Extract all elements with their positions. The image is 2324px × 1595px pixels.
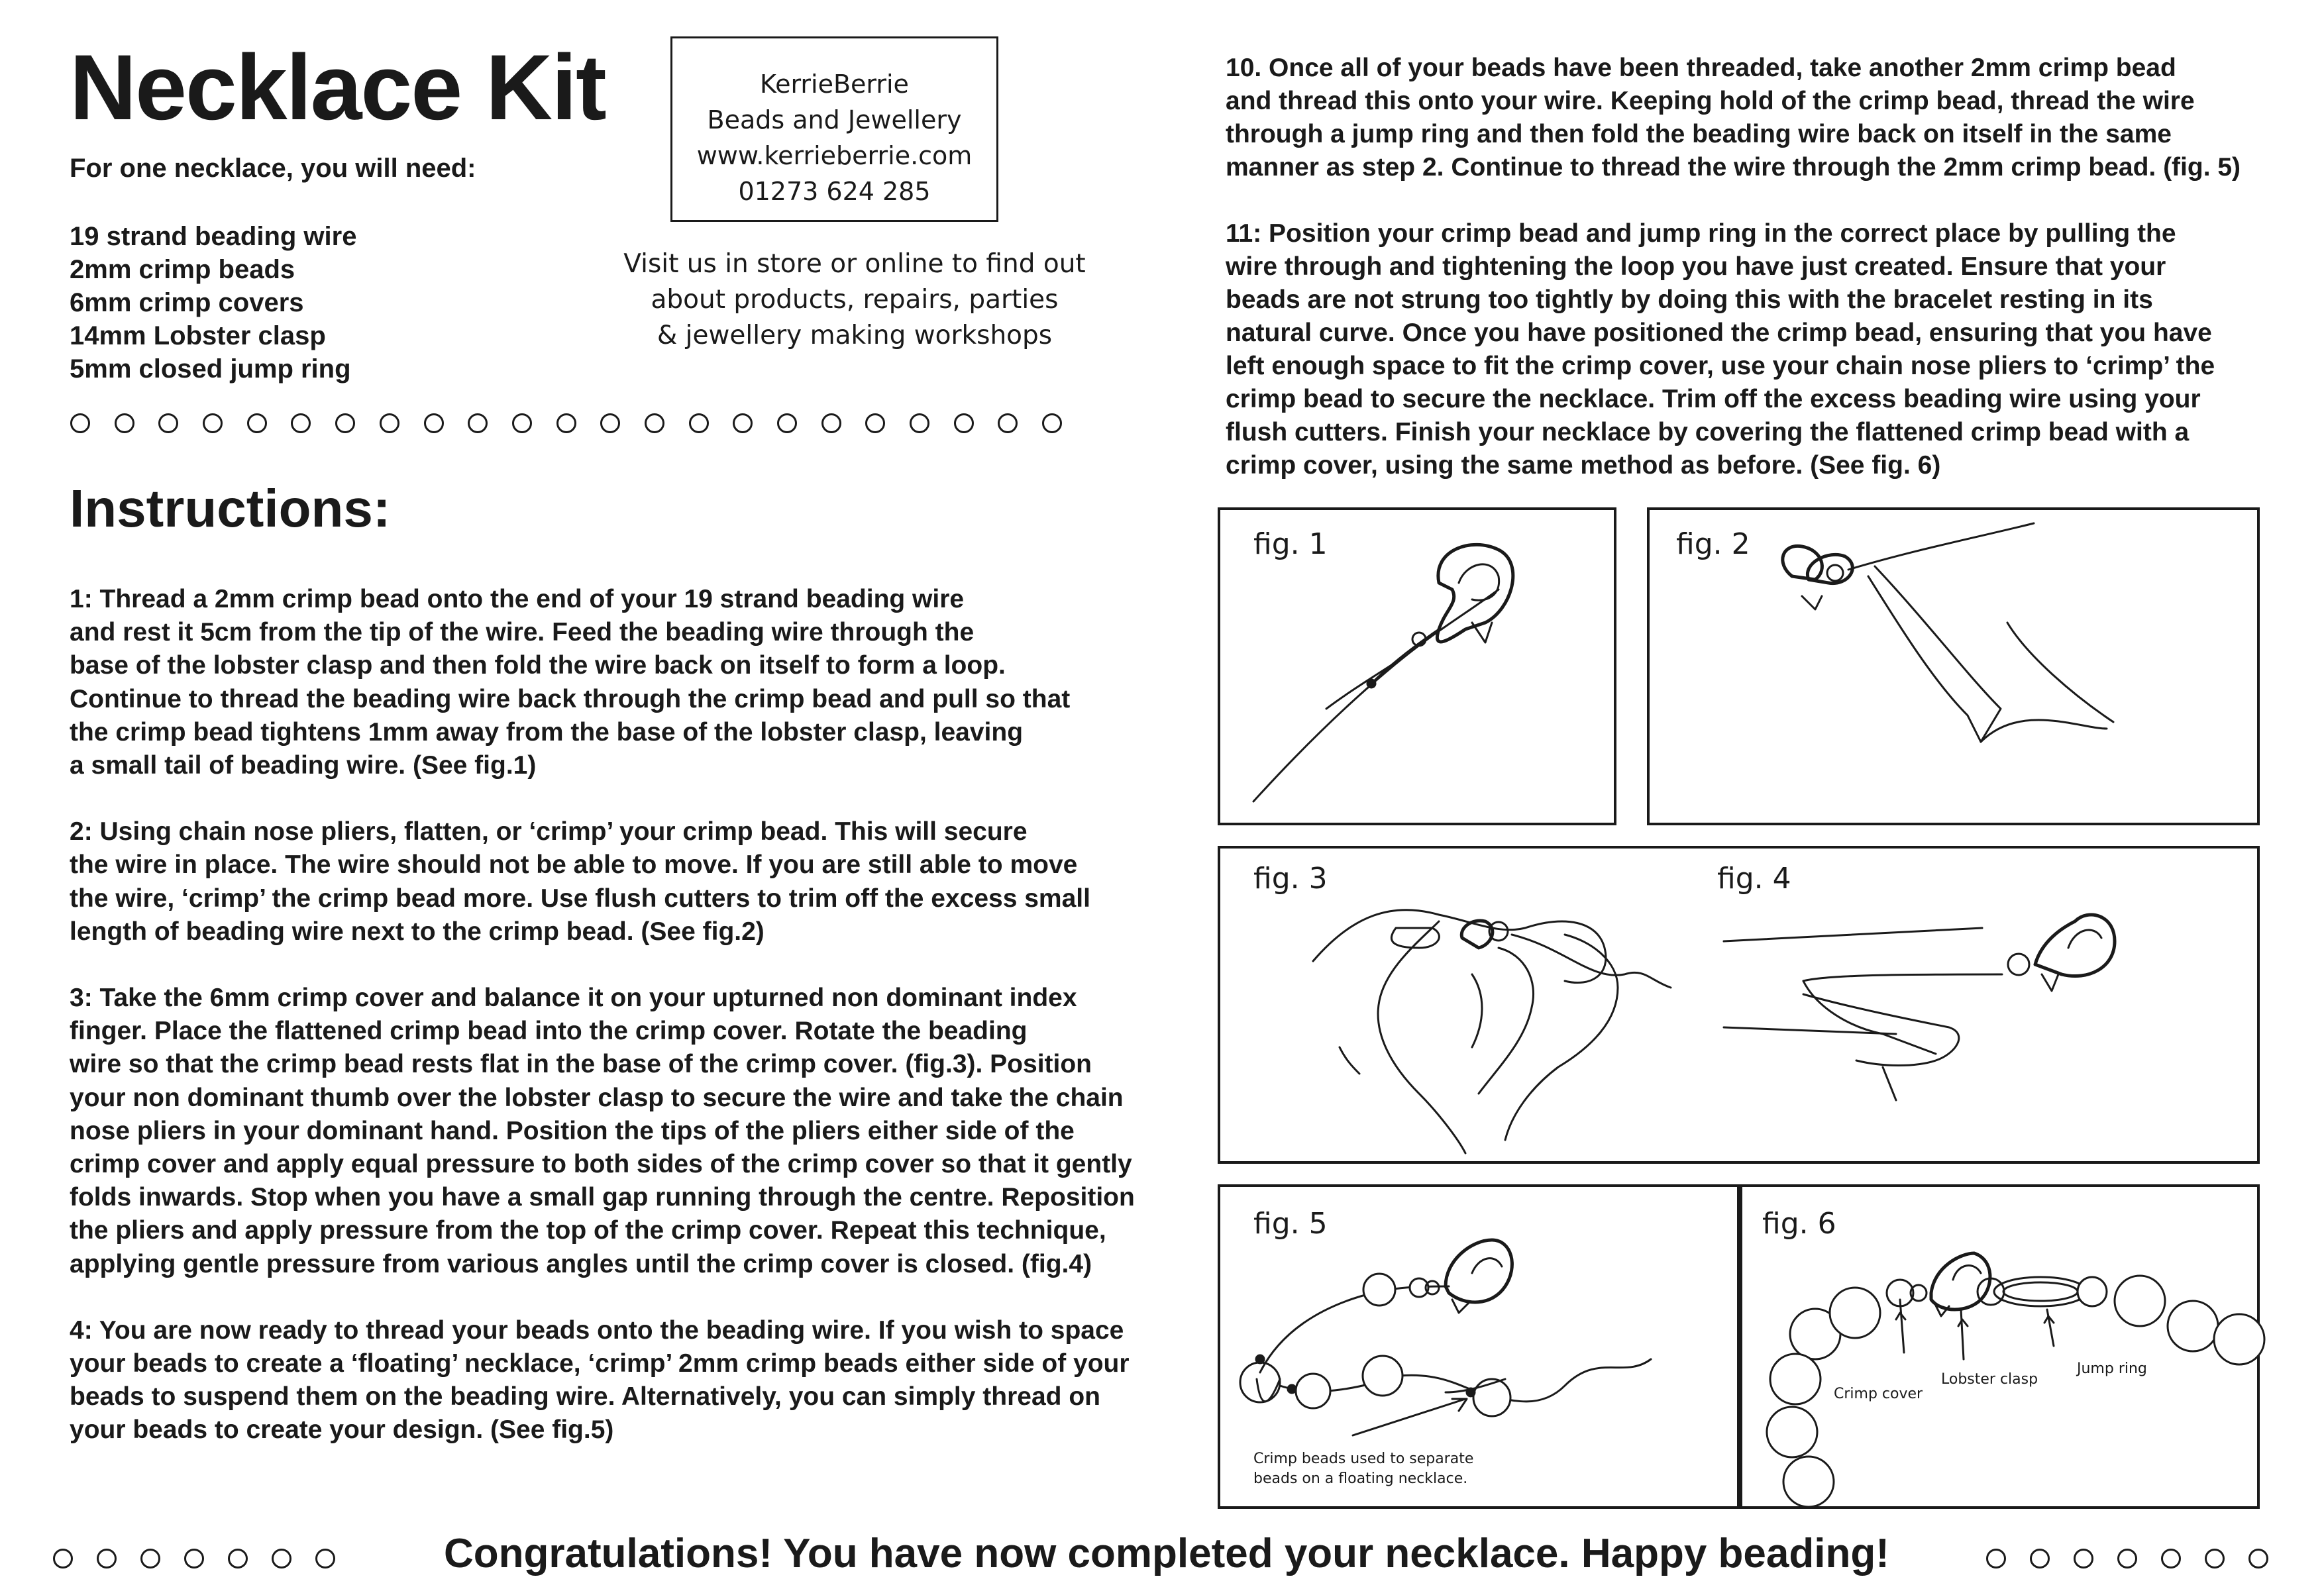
instructions-right-column bbox=[1226, 52, 2312, 515]
materials-list bbox=[70, 220, 356, 386]
circle-dot-icon bbox=[272, 1549, 291, 1569]
page-title: Necklace Kit bbox=[70, 35, 606, 139]
step-4: 4: You are now ready to thread your beads onto the beading wire. If you wish to space your beads to create a ‘floating’ necklace, ‘crimp’ 2mm crimp beads either side of your beads to suspend them on the beading wire. Alternatively, you can simply thread on your beads to create your design. (See fig.5) bbox=[70, 1315, 1130, 1445]
figure-4-illustration bbox=[1220, 849, 2262, 1166]
dot-divider-bottom-left bbox=[53, 1549, 335, 1569]
dot-divider-top bbox=[70, 413, 1062, 433]
figure-5-label: fig. 5 bbox=[1253, 1207, 1328, 1241]
material-item: 14mm Lobster clasp bbox=[70, 321, 326, 350]
material-item: 6mm crimp covers bbox=[70, 288, 304, 317]
circle-dot-icon bbox=[53, 1549, 73, 1569]
circle-dot-icon bbox=[2248, 1549, 2268, 1569]
circle-dot-icon bbox=[380, 413, 399, 433]
circle-dot-icon bbox=[184, 1549, 204, 1569]
material-item: 2mm crimp beads bbox=[70, 255, 295, 284]
store-tagline: Beads and Jewellery bbox=[707, 105, 962, 134]
circle-dot-icon bbox=[2030, 1549, 2050, 1569]
figure-1-label: fig. 1 bbox=[1253, 527, 1328, 561]
store-website: www.kerrieberrie.com bbox=[696, 141, 973, 170]
circle-dot-icon bbox=[228, 1549, 248, 1569]
figure-5-note bbox=[1253, 1449, 1473, 1489]
figure-3-label: fig. 3 bbox=[1253, 862, 1328, 896]
figure-5-note-line: Crimp beads used to separate bbox=[1253, 1451, 1474, 1467]
material-item: 19 strand beading wire bbox=[70, 222, 357, 251]
circle-dot-icon bbox=[291, 413, 311, 433]
circle-dot-icon bbox=[315, 1549, 335, 1569]
step-3: 3: Take the 6mm crimp cover and balance it on your upturned non dominant index finger. Place the flattened crimp bead into the crimp cover. Rotate the beading wire so that the crimp bead rests flat in the base of the crimp cover. (fig.3). Position your non dominant thumb over the lobster clasp to secure the wire and take the chain nose pliers in your dominant hand. Position the tips of the pliers either side of the crimp cover and apply equal pressure to both sides of the crimp cover so that it gently folds inwards. Stop when you have a small gap running through the centre. Reposition the pliers and apply pressure from the top of the crimp cover. Repeat this technique, applying gentle pressure from various angles until the crimp cover is closed. (fig.4) bbox=[70, 984, 1135, 1278]
circle-dot-icon bbox=[821, 413, 841, 433]
figure-6-lobster-clasp-label: Lobster clasp bbox=[1941, 1371, 2038, 1388]
material-item: 5mm closed jump ring bbox=[70, 354, 351, 384]
circle-dot-icon bbox=[865, 413, 885, 433]
circle-dot-icon bbox=[1042, 413, 1062, 433]
figure-5-note-line: beads on a floating necklace. bbox=[1253, 1470, 1468, 1487]
circle-dot-icon bbox=[910, 413, 929, 433]
circle-dot-icon bbox=[2074, 1549, 2093, 1569]
instructions-heading: Instructions: bbox=[70, 479, 391, 538]
circle-dot-icon bbox=[777, 413, 797, 433]
circle-dot-icon bbox=[998, 413, 1018, 433]
figure-5-box bbox=[1218, 1184, 1740, 1509]
store-name: KerrieBerrie bbox=[760, 70, 909, 99]
dot-divider-bottom-right bbox=[1986, 1549, 2268, 1569]
figure-6-jump-ring-label: Jump ring bbox=[2077, 1361, 2147, 1377]
figure-1-illustration bbox=[1220, 510, 1619, 828]
store-phone: 01273 624 285 bbox=[738, 177, 931, 206]
visit-line: about products, repairs, parties bbox=[651, 285, 1059, 315]
step-11: 11: Position your crimp bead and jump ring in the correct place by pulling the wire through and tightening the loop you have just created. Ensure that your beads are not strung too tightly by doing this with the bracelet resting in its natural curve. Once you have positioned the crimp bead, ensuring that you have left enough space to fit the crimp cover, use your chain nose pliers to ‘crimp’ the crimp bead to secure the necklace. Trim off the excess beading wire using your flush cutters. Finish your necklace by covering the flattened crimp bead with a crimp cover, using the same method as before. (See fig. 6) bbox=[1226, 219, 2215, 480]
circle-dot-icon bbox=[424, 413, 444, 433]
circle-dot-icon bbox=[468, 413, 488, 433]
circle-dot-icon bbox=[556, 413, 576, 433]
circle-dot-icon bbox=[2161, 1549, 2181, 1569]
figure-2-box bbox=[1647, 507, 2260, 825]
circle-dot-icon bbox=[733, 413, 753, 433]
step-1: 1: Thread a 2mm crimp bead onto the end of your 19 strand beading wire and rest it 5cm from the tip of the wire. Feed the beading wire through the base of the lobster clasp and then fold the wire back on itself to form a loop. Continue to thread the beading wire back through the crimp bead and pull so that the crimp bead tightens 1mm away from the base of the lobster clasp, leaving a small tail of beading wire. (See fig.1) bbox=[70, 585, 1071, 780]
circle-dot-icon bbox=[1986, 1549, 2006, 1569]
figure-6-label: fig. 6 bbox=[1762, 1207, 1836, 1241]
visit-line: & jewellery making workshops bbox=[657, 321, 1053, 350]
circle-dot-icon bbox=[70, 413, 90, 433]
circle-dot-icon bbox=[247, 413, 267, 433]
circle-dot-icon bbox=[97, 1549, 117, 1569]
store-info-box bbox=[670, 36, 998, 222]
circle-dot-icon bbox=[600, 413, 620, 433]
congratulations-message: Congratulations! You have now completed your necklace. Happy beading! bbox=[444, 1531, 1889, 1576]
figure-6-box bbox=[1740, 1184, 2260, 1509]
figure-6-crimp-cover-label: Crimp cover bbox=[1834, 1386, 1923, 1402]
figure-4-label: fig. 4 bbox=[1717, 862, 1791, 896]
step-2: 2: Using chain nose pliers, flatten, or ‘crimp’ your crimp bead. This will secure the wire in place. The wire should not be able to move. If you are still able to move the wire, ‘crimp’ the crimp bead more. Use flush cutters to trim off the excess small length of beading wire next to the crimp bead. (See fig.2) bbox=[70, 817, 1090, 946]
figure-6-illustration bbox=[1742, 1187, 2262, 1512]
figure-2-illustration bbox=[1650, 510, 2262, 828]
circle-dot-icon bbox=[645, 413, 664, 433]
circle-dot-icon bbox=[689, 413, 709, 433]
circle-dot-icon bbox=[203, 413, 223, 433]
figure-3-4-box bbox=[1218, 846, 2260, 1164]
instructions-left-column bbox=[70, 583, 1222, 1480]
figure-1-box bbox=[1218, 507, 1616, 825]
step-10: 10. Once all of your beads have been threaded, take another 2mm crimp bead and thread this onto your wire. Keeping hold of the crimp bead, thread the wire through a jump ring and then fold the beading wire back on itself in the same manner as step 2. Continue to thread the wire through the 2mm crimp bead. (fig. 5) bbox=[1226, 54, 2241, 181]
circle-dot-icon bbox=[2205, 1549, 2225, 1569]
visit-line: Visit us in store or online to find out bbox=[623, 249, 1086, 279]
circle-dot-icon bbox=[512, 413, 532, 433]
circle-dot-icon bbox=[140, 1549, 160, 1569]
materials-subtitle: For one necklace, you will need: bbox=[70, 154, 476, 183]
circle-dot-icon bbox=[954, 413, 974, 433]
visit-message bbox=[596, 246, 1113, 354]
figure-2-label: fig. 2 bbox=[1676, 527, 1750, 561]
circle-dot-icon bbox=[335, 413, 355, 433]
circle-dot-icon bbox=[158, 413, 178, 433]
circle-dot-icon bbox=[2117, 1549, 2137, 1569]
circle-dot-icon bbox=[115, 413, 134, 433]
